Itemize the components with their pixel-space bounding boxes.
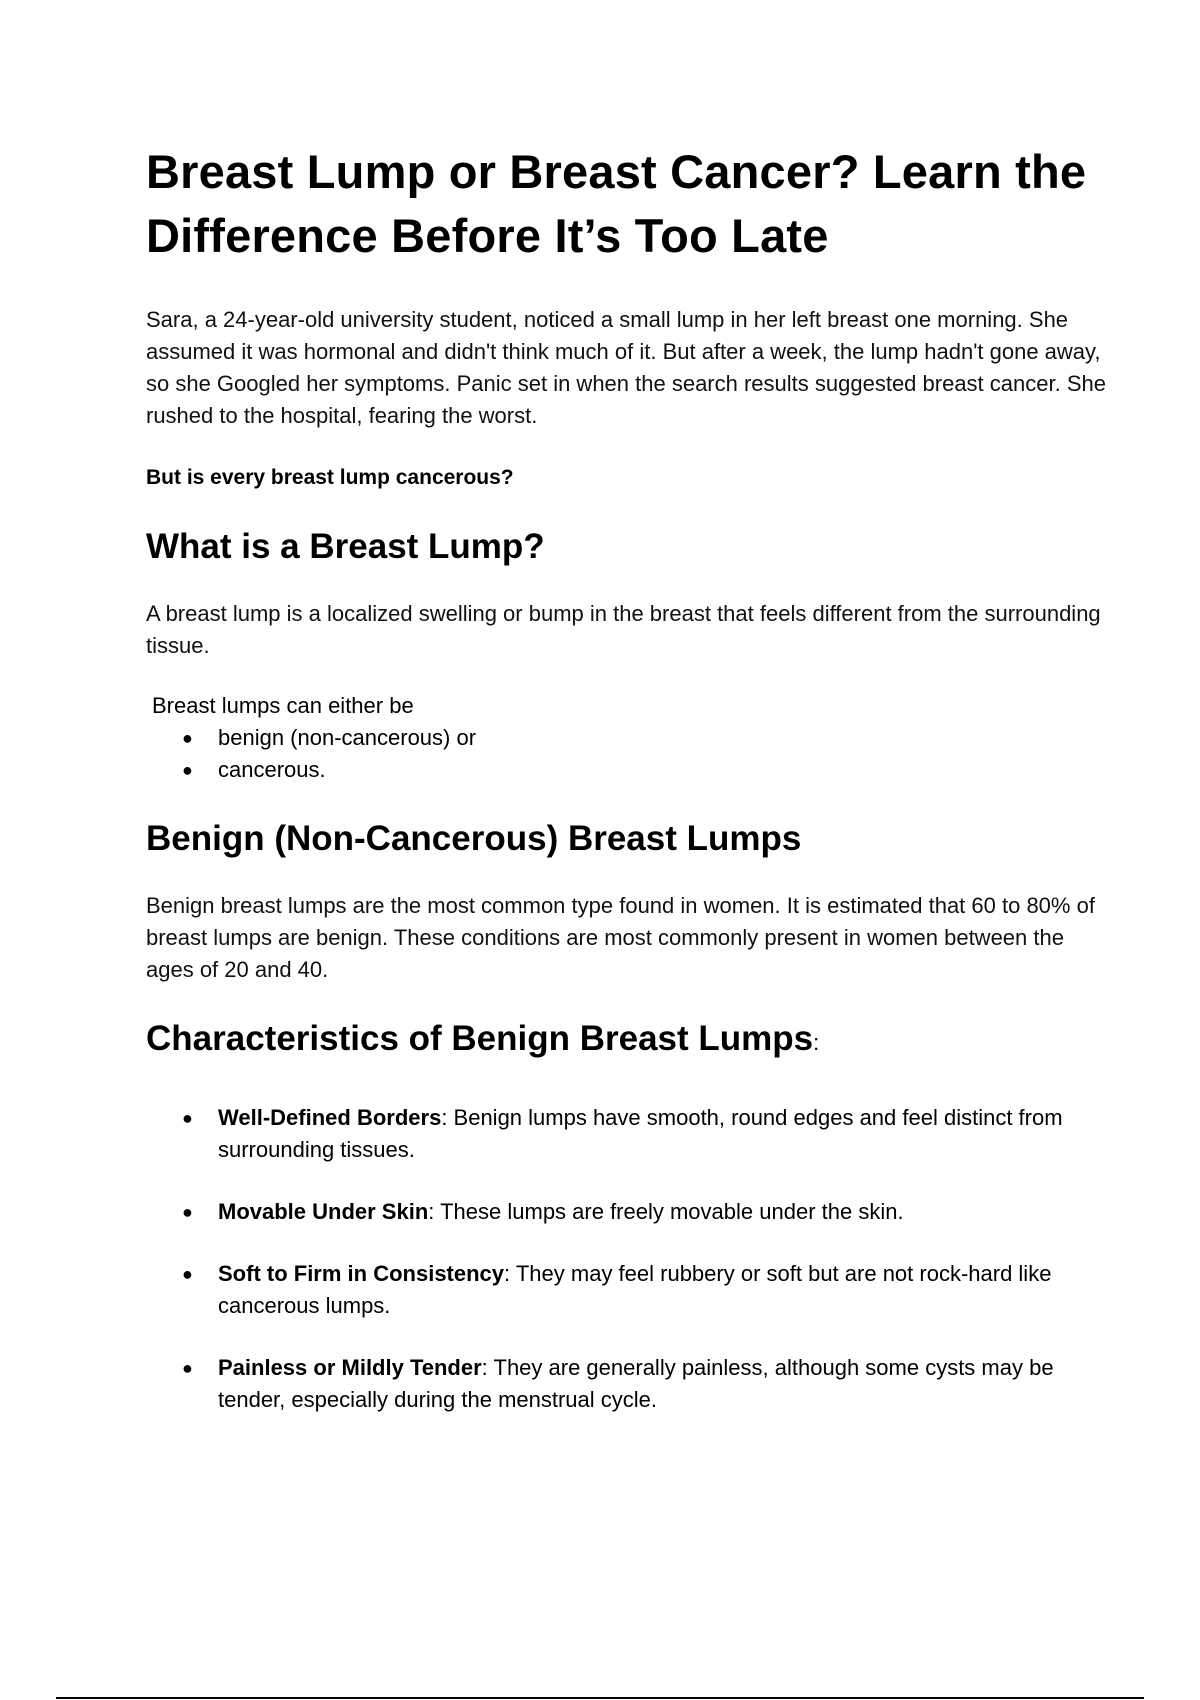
page-title: Breast Lump or Breast Cancer? Learn the Difference Before It’s Too Late [146,145,1087,262]
bullet-icon: ● [182,760,193,780]
document-page [146,140,1106,1446]
characteristic-item [146,1258,1078,1322]
lead-question: But is every breast lump cancerous? [146,466,514,489]
what-is-paragraph: A breast lump is a localized swelling or bump in the breast that feels different from the surrounding tissue. [146,601,1101,658]
characteristic-item [146,1196,1078,1228]
characteristic-description: : They are generally painless, although some cysts may be tender, especially during the menstrual cycle. [218,1355,1054,1412]
bullet-icon: ● [182,728,193,748]
list-item [146,722,1106,754]
characteristic-item [146,1352,1078,1416]
list-intro: Breast lumps can either be [152,693,414,718]
characteristic-description: : They may feel rubbery or soft but are not rock-hard like cancerous lumps. [218,1261,1052,1318]
list-item-text: benign (non-cancerous) or [218,725,477,750]
characteristics-heading-colon: : [813,1030,820,1055]
list-item [146,754,1106,786]
characteristics-list [146,1102,1106,1416]
benign-paragraph: Benign breast lumps are the most common type found in women. It is estimated that 60 to 80% of breast lumps are benign. These conditions are most commonly present in women between the ages of 20 and 40. [146,893,1095,982]
bullet-icon: ● [182,1202,193,1222]
characteristic-term: Movable Under Skin [218,1199,429,1224]
characteristics-heading-text: Characteristics of Benign Breast Lumps [146,1019,814,1058]
characteristic-description: : These lumps are freely movable under the skin. [428,1199,904,1224]
bullet-icon: ● [182,1358,193,1378]
bullet-icon: ● [182,1264,193,1284]
characteristic-term: Painless or Mildly Tender [218,1355,482,1380]
section-heading-benign-lumps: Benign (Non-Cancerous) Breast Lumps [146,819,802,858]
list-item-text: cancerous. [218,757,326,782]
footer-divider [56,1697,1144,1699]
characteristic-description: : Benign lumps have smooth, round edges and feel distinct from surrounding tissues. [218,1105,1063,1162]
section-heading-characteristics [146,1016,1106,1066]
lump-type-list [146,722,1106,786]
intro-paragraph: Sara, a 24-year-old university student, noticed a small lump in her left breast one morning. She assumed it was hormonal and didn't think much of it. But after a week, the lump hadn't gone away, so she Googled her symptoms. Panic set in when the search results suggested breast cancer. She rushed to the hospital, fearing the worst. [146,307,1106,428]
section-heading-what-is-breast-lump: What is a Breast Lump? [146,527,545,566]
characteristic-term: Soft to Firm in Consistency [218,1261,505,1286]
characteristic-term: Well-Defined Borders [218,1105,442,1130]
bullet-icon: ● [182,1108,193,1128]
characteristic-item [146,1102,1078,1166]
